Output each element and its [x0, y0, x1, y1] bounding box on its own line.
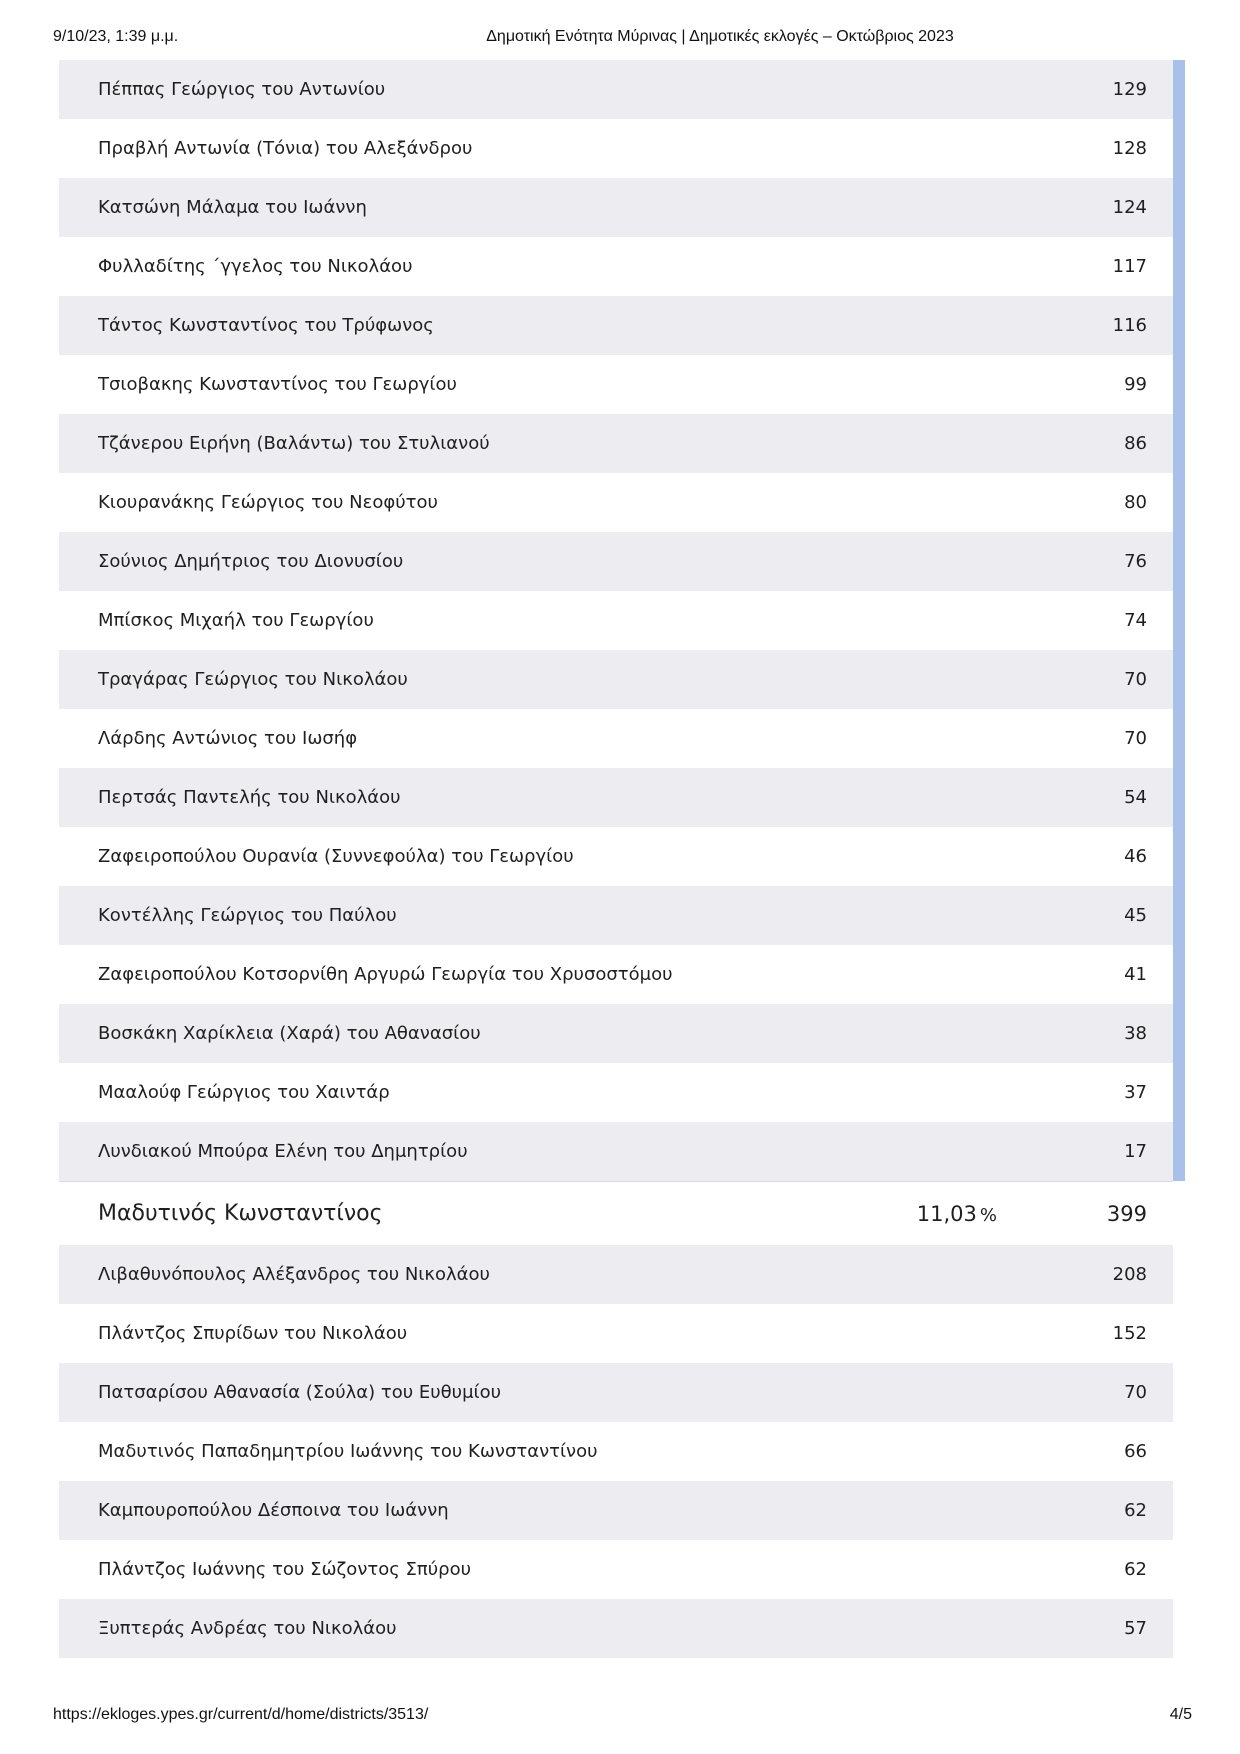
candidate-row: [59, 1481, 1173, 1540]
candidate-name: Κιουρανάκης Γεώργιος του Νεοφύτου: [98, 492, 438, 513]
candidate-row: [59, 1004, 1173, 1063]
candidate-name: Ζαφειροπούλου Ουρανία (Συννεφούλα) του Γεωργίου: [98, 846, 574, 867]
candidate-name: Φυλλαδίτης ΄γγελος του Νικολάου: [98, 256, 413, 277]
candidate-row: [59, 1304, 1173, 1363]
candidate-row: [59, 355, 1173, 414]
candidate-row: [59, 1245, 1173, 1304]
leader-name: Μαδυτινός Κωνσταντίνος: [98, 1201, 383, 1226]
candidate-name: Καμπουροπούλου Δέσποινα του Ιωάννη: [98, 1500, 449, 1521]
candidate-name: Ξυπτεράς Ανδρέας του Νικολάου: [98, 1618, 397, 1639]
candidate-name: Κατσώνη Μάλαμα του Ιωάννη: [98, 197, 367, 218]
candidate-row: [59, 768, 1173, 827]
candidate-row: [59, 650, 1173, 709]
candidate-votes: 70: [1124, 728, 1147, 749]
candidate-votes: 152: [1112, 1323, 1147, 1344]
candidate-row: [59, 886, 1173, 945]
list-leader-row[interactable]: [59, 1181, 1173, 1245]
candidate-votes: 62: [1124, 1500, 1147, 1521]
print-datetime: 9/10/23, 1:39 μ.μ.: [53, 28, 179, 45]
candidate-name: Λιβαθυνόπουλος Αλέξανδρος του Νικολάου: [98, 1264, 490, 1285]
candidate-name: Τζάνερου Ειρήνη (Βαλάντω) του Στυλιανού: [98, 433, 490, 454]
candidate-name: Τσιοβακης Κωνσταντίνος του Γεωργίου: [98, 374, 457, 395]
candidate-name: Ζαφειροπούλου Κοτσορνίθη Αργυρώ Γεωργία του Χρυσοστόμου: [98, 964, 673, 985]
candidate-row: [59, 591, 1173, 650]
candidate-votes: 70: [1124, 1382, 1147, 1403]
candidate-votes: 117: [1112, 256, 1147, 277]
results-list: [59, 60, 1173, 1658]
candidate-row: [59, 945, 1173, 1004]
candidate-name: Μπίσκος Μιχαήλ του Γεωργίου: [98, 610, 374, 631]
candidate-votes: 74: [1124, 610, 1147, 631]
candidate-name: Πλάντζος Ιωάννης του Σώζοντος Σπύρου: [98, 1559, 471, 1580]
candidate-votes: 76: [1124, 551, 1147, 572]
candidate-votes: 57: [1124, 1618, 1147, 1639]
page-title: Δημοτική Ενότητα Μύρινας | Δημοτικές εκλογές – Οκτώβριος 2023: [486, 28, 954, 45]
candidate-votes: 46: [1124, 846, 1147, 867]
candidate-votes: 41: [1124, 964, 1147, 985]
candidate-row: [59, 1599, 1173, 1658]
candidate-votes: 54: [1124, 787, 1147, 808]
candidate-votes: 62: [1124, 1559, 1147, 1580]
leader-percent: 11,03 %: [916, 1201, 997, 1226]
candidate-row: [59, 237, 1173, 296]
candidate-name: Βοσκάκη Χαρίκλεια (Χαρά) του Αθανασίου: [98, 1023, 481, 1044]
candidate-name: Πατσαρίσου Αθανασία (Σούλα) του Ευθυμίου: [98, 1382, 502, 1403]
candidate-votes: 37: [1124, 1082, 1147, 1103]
candidate-votes: 66: [1124, 1441, 1147, 1462]
candidate-row: [59, 1540, 1173, 1599]
candidate-row: [59, 1363, 1173, 1422]
candidate-votes: 45: [1124, 905, 1147, 926]
page-url: https://ekloges.ypes.gr/current/d/home/districts/3513/: [53, 1706, 429, 1723]
candidate-name: Μααλούφ Γεώργιος του Χαιντάρ: [98, 1082, 390, 1103]
candidate-list-a: [59, 60, 1173, 1181]
candidate-row: [59, 473, 1173, 532]
candidate-votes: 17: [1124, 1141, 1147, 1162]
candidate-name: Περτσάς Παντελής του Νικολάου: [98, 787, 401, 808]
candidate-votes: 208: [1112, 1264, 1147, 1285]
candidate-row: [59, 414, 1173, 473]
candidate-row: [59, 1063, 1173, 1122]
candidate-row: [59, 709, 1173, 768]
candidate-votes: 70: [1124, 669, 1147, 690]
candidate-votes: 80: [1124, 492, 1147, 513]
candidate-name: Σούνιος Δημήτριος του Διονυσίου: [98, 551, 404, 572]
candidate-votes: 129: [1112, 79, 1147, 100]
candidate-name: Πλάντζος Σπυρίδων του Νικολάου: [98, 1323, 408, 1344]
candidate-row: [59, 119, 1173, 178]
candidate-votes: 116: [1112, 315, 1147, 336]
candidate-row: [59, 1422, 1173, 1481]
candidate-name: Μαδυτινός Παπαδημητρίου Ιωάννης του Κωνσταντίνου: [98, 1441, 598, 1462]
candidate-name: Πέππας Γεώργιος του Αντωνίου: [98, 79, 386, 100]
leader-votes: 399: [1106, 1201, 1147, 1226]
candidate-name: Πραβλή Αντωνία (Τόνια) του Αλεξάνδρου: [98, 138, 473, 159]
candidate-name: Τραγάρας Γεώργιος του Νικολάου: [98, 669, 408, 690]
candidate-row: [59, 296, 1173, 355]
candidate-votes: 128: [1112, 138, 1147, 159]
candidate-votes: 86: [1124, 433, 1147, 454]
candidate-row: [59, 827, 1173, 886]
candidate-name: Τάντος Κωνσταντίνος του Τρύφωνος: [98, 315, 434, 336]
candidate-name: Κοντέλλης Γεώργιος του Παύλου: [98, 905, 397, 926]
candidate-votes: 99: [1124, 374, 1147, 395]
candidate-votes: 38: [1124, 1023, 1147, 1044]
candidate-votes: 124: [1112, 197, 1147, 218]
candidate-row: [59, 1122, 1173, 1181]
page-number: 4/5: [1169, 1706, 1192, 1723]
candidate-row: [59, 178, 1173, 237]
candidate-name: Λάρδης Αντώνιος του Ιωσήφ: [98, 728, 358, 749]
print-header: [0, 28, 1240, 52]
candidate-list-b: [59, 1245, 1173, 1658]
candidate-name: Λυνδιακού Μπούρα Ελένη του Δημητρίου: [98, 1141, 468, 1162]
candidate-row: [59, 532, 1173, 591]
print-footer: [0, 1706, 1240, 1730]
candidate-row: [59, 60, 1173, 119]
